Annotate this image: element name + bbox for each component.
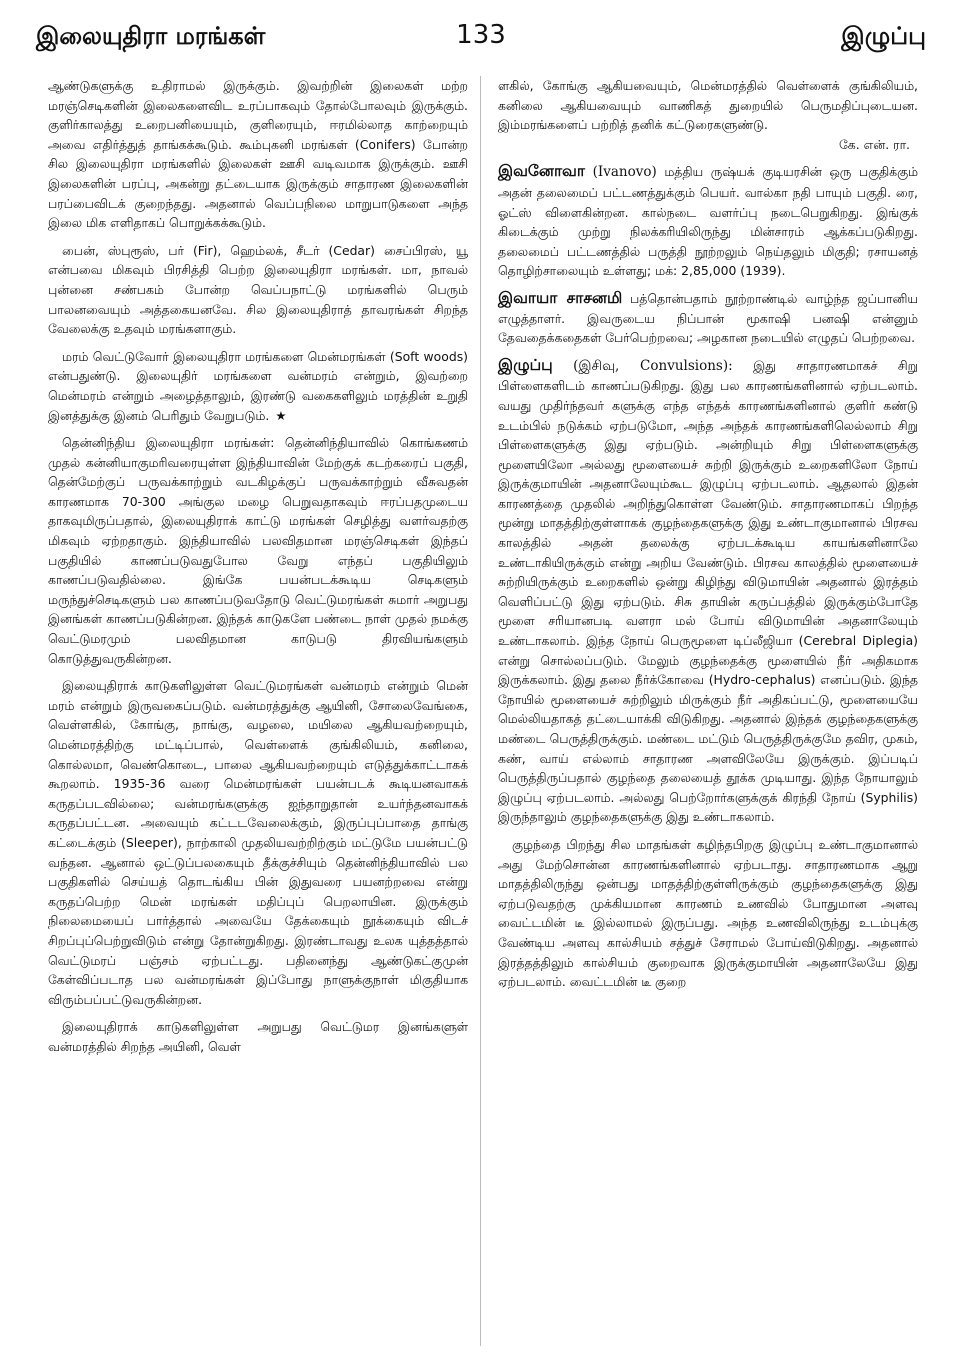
left-paragraph-5: இலையுதிராக் காடுகளிலுள்ள வெட்டுமரங்கள் வன்மரம் என்றும் மென் மரம் என்றும் இருவகைப்படும். வன்மரத்துக்கு ஆயினி, சோலைவேங்கை, வெள்ளகில், கோங்கு, நாங்கு, வழலை, மயிலை ஆகியவற்றையும், மென்மரத்திற்கு மட்டிப்பால், வெள்ளைக் குங்கிலியம், கனிலை, கொல்லமா, வெண்கொடை, பாலை ஆகியவற்றையும் எடுத்துக்காட்டாகக் கூறலாம். 1935-36 வரை மென்மரங்கள் பயன்படக் கூடியனவாகக் கருதப்படவில்லை; வன்மரங்களுக்கு ஐந்தாறுதான் உயர்ந்தனவாகக் கருதப்பட்டன. அவையும் கட்டடவேலைக்கும், இருப்புப்பாதை தாங்கு கட்டைக்கும் (Sleeper), நாற்காலி முதலியவற்றிற்கும் மட்டுமே பயன்பட்டு வந்தன. ஆனால் ஒட்டுப்பலகையும் தீக்குச்சியும் தென்னிந்தியாவில் பல பகுதிகளில் செய்யத் தொடங்கிய பின் இதுவரை பயனற்றவை என்று கருதப்பெற்ற மென் மரங்கள் மதிப்புப் பெறலாயின. இருக்கும் நிலைமையைப் பார்த்தால் அவையே தேக்கையும் நூக்கையும் விடச் சிறப்புப்பெற்றுவிடும் என்று தோன்றுகிறது. இரண்டாவது உலக யுத்தத்தால் வெட்டுமரப் பஞ்சம் ஏற்பட்டது. பதினைந்து ஆண்டுகட்குமுன் கேள்விப்படாத பல வன்மரங்கள் இப்போது நாளுக்குநாள் மிகுதியாக விரும்பப்பட்டுவருகின்றன. [48,678,468,1007]
entry-title-iwai: இவாயா சாசனமி [498,288,623,307]
entry-text-ivanovo: மத்திய ருஷ்யக் குடியரசின் ஒரு பகுதிக்கும் அதன் தலைமைப் பட்டணத்துக்கும் பெயர். வால்கா நதி பாயும் பகுதி. ரை, ஓட்ஸ் விளைகின்றன. கால்நடை வளர்ப்பு நடைபெறுகிறது. இங்குக் கிடைக்கும் முற்று நிலக்கரியிலிருந்து மின்சாரம் ஆக்கப்படுகிறது. தலைமைப் பட்டணத்தில் பருத்தி நூற்றலும் நெய்தலும் மிகுதி; ரசாயனத் தொழிற்சாலையும் உள்ளது; மக்: 2,85,000 (1939). [498,164,918,279]
entry-latin-ivanovo: (Ivanovo) [592,164,657,181]
running-title-right: இழுப்பு [841,22,926,50]
left-column [48,76,468,1065]
entry-ivanovo [498,162,918,281]
page-number: 133 [456,20,506,50]
article-author: கே. என். ரா. [839,136,910,152]
left-paragraph-1: ஆண்டுகளுக்கு உதிராமல் இருக்கும். இவற்றின் இலைகள் மற்ற மரஞ்செடிகளின் இலைகளைவிட உரப்பாகவும் தோல்போலவும் இருக்கும். குளிர்காலத்து உறைபனியையும், குளிரையும், ஈரமில்லாத காற்றையும் அவை எதிர்த்துத் தாங்கக்கூடும். கூம்புகனி மரங்கள் (Conifers) போன்ற சில இலையுதிரா மரங்களில் இலைகள் ஊசி வடிவமாக இருக்கும். ஊசி இலைகளின் பரப்பு, அகன்று தட்டையாக இருக்கும் சாதாரண இலைகளின் பரப்பைவிடக் குறைந்தது. அதனால் வெப்பநிலை மாறுபாடுகளை அந்த இலை மிக எளிதாகப் பொறுக்கக்கூடும். [48,78,468,231]
page-header [36,18,926,58]
left-paragraph-4: தென்னிந்திய இலையுதிரா மரங்கள்: தென்னிந்தியாவில் கொங்கணம் முதல் கன்னியாகுமரிவரையுள்ள இந்தியாவின் மேற்குக் கடற்கரைப் பகுதி, தென்மேற்குப் பருவக்காற்றும் வடகிழக்குப் பருவக்காற்றும் வீசுவதன் காரணமாக 70-300 அங்குல மழை பெறுவதாகவும் ஈரப்பதமுடைய தாகவுமிருப்பதால், இலையுதிராக் காட்டு மரங்கள் செழித்து வளர்வதற்கு மிகவும் ஏற்றதாகும். இந்தியாவில் பலவிதமான மரஞ்செடிகள் இந்தப் பகுதியில் காணப்படுவதுபோல வேறு எந்தப் பகுதியிலும் காணப்படுவதில்லை. இங்கே பயன்படக்கூடிய செடிகளும் மருந்துச்செடிகளும் பல காணப்படுவதோடு வெட்டுமரங்கள் சுமார் அறுபது இனங்கள் காணப்படுகின்றன. இந்தக் காடுகளே பண்டை நாள் முதல் நமக்கு வெட்டுமரமும் பலவிதமான காடுபடு திரவியங்களும் கொடுத்துவருகின்றன. [48,435,468,666]
star-icon: ★ [275,407,287,423]
entry-text-convulsions: இது சாதாரணமாகச் சிறு பிள்ளைகளிடம் காணப்படுகிறது. இது பல காரணங்களினால் ஏற்படலாம். வயது முதிர்ந்தவர் களுக்கு எந்த எந்தக் காரணங்களினால் குளிர் கண்டு உடம்பில் நடுக்கம் ஏற்படுமோ, அந்த அந்தக் காரணங்களிலெல்லாம் சிறு பிள்ளைகளுக்கு இது ஏற்படும். அன்றியும் சிறு பிள்ளைகளுக்கு மூளையிலோ அல்லது மூளையைச் சுற்றி இருக்கும் உறைகளிலோ நோய் இருக்குமாயின் அதனாலேயும்கூட இழுப்பு ஏற்படலாம். ஆதலால் இதன் காரணத்தை முதலில் அறிந்துகொள்ள வேண்டும். சாதாரணமாகப் பிறந்த மூன்று மாதத்திற்குள்ளாகக் குழந்தைகளுக்கு இது உண்டாகுமானால் பிரசவ காலத்தில் அதன் தலைக்கு ஏற்படக்கூடிய காயங்களினாலே உண்டாகியிருக்கும் என்று அறிய வேண்டும். பிரசவ காலத்தில் மூளையைச் சுற்றியிருக்கும் உறைகளில் ஒன்று கிழிந்து விடுமாயின் அதனால் இரத்தம் வெளிப்பட்டு இது ஏற்படும். சிசு தாயின் கருப்பத்தில் இருக்கும்போதே மூளை சரியானபடி வளரா மல் போய் விடுமாயின் அதனாலேயும் உண்டாகலாம். இந்த நோய் பெருமூளை டிப்லீஜியா (Cerebral Diplegia) என்று சொல்லப்படும். மேலும் குழந்தைக்கு மூளையில் நீர் அதிகமாக இருக்கலாம். இது தலை நீர்க்கோவை (Hydro-cephalus) எனப்படும். இந்த நோயில் மூளையைச் சுற்றிலும் மிருக்கும் நீர் அதிகப்பட்டு, மூளையையே மெல்லியதாகத் தட்டையாக்கி விடுகிறது. அதனால் இந்தக் குழந்தைகளுக்கு மண்டை பெருத்திருக்கும். மண்டை மட்டும் பெருத்திருக்குமே தவிர, முகம், கண், வாய் எல்லாம் சாதாரண அளவிலேயே இருக்கும். இப்படிப் பெருத்திருப்பதால் குழந்தை தலையைத் தூக்க முடியாது. இந்த நோயாலும் இழுப்பு ஏற்படலாம். அல்லது பெற்றோர்களுக்குக் கிரந்தி நோய் (Syphilis) இருந்தாலும் குழந்தைகளுக்கு இது உண்டாகலாம். [498,357,918,825]
left-paragraph-3-text: மரம் வெட்டுவோர் இலையுதிரா மரங்களை மென்மரங்கள் (Soft woods) என்பதுண்டு. இலையுதிர் மரங்களை வன்மரம் என்றும், இவற்றை மென்மரம் என்றும் அழைத்தாலும், இரண்டு வகைகளிலும் மரத்தின் உறுதி இனத்துக்கு இனம் பெரிதும் வேறுபடும். [48,348,468,423]
entry-latin-convulsions: (இசிவு, Convulsions): [573,357,733,374]
continuation-text: ளகில், கோங்கு ஆகியவையும், மென்மரத்தில் வெள்ளைக் குங்கிலியம், கனிலை ஆகியவையும் வாணிகத் துறையில் பெருமதிப்புடையன. இம்மரங்களைப் பற்றித் தனிக் கட்டுரைகளுண்டு. [498,78,918,133]
entry-convulsions-paragraph-2: குழந்தை பிறந்து சில மாதங்கள் கழிந்தபிறகு இழுப்பு உண்டாகுமானால் அது மேற்சொன்ன காரணங்களினால் ஏற்படாது. சாதாரணமாக ஆறு மாதத்திலிருந்து ஒன்பது மாதத்திற்குள்ளிருக்கும் குழந்தைகளுக்கு இது ஏற்படுவதற்கு முக்கியமான காரணம் உணவில் போதுமான அளவு வைட்டமின் டீ இல்லாமல் இருப்பது. அந்த உணவிலிருந்து உடம்புக்கு வேண்டிய அளவு கால்சியம் சத்துச் சேராமல் போய்விடுகிறது. அதனால் இரத்தத்திலும் கால்சியம் குறைவாக இருக்குமாயின் அதனாலேயே இது ஏற்படலாம். வைட்டமின் டீ குறை [498,836,918,990]
continuation-paragraph [498,76,918,154]
entry-title-ivanovo: இவனோவா [498,162,585,181]
entry-convulsions [498,356,918,827]
left-paragraph-2: பைன், ஸ்புரூஸ், பர் (Fir), ஹெம்லக், சீடர் (Cedar) சைப்பிரஸ், யூ என்பவை மிகவும் பிரசித்தி பெற்ற இலையுதிரா மரங்கள். மா, நாவல் புன்னை சண்பகம் போன்ற வெப்பநாட்டு மரங்களில் பெரும் பாலனவையும் அத்தகையனவே. சில இலையுதிராத் தாவரங்கள் சிறந்த வேலைக்கு உதவும் மரங்களாகும். [48,242,468,337]
entry-text-iwai: பத்தொன்பதாம் நூற்றாண்டில் வாழ்ந்த ஜப்பானிய எழுத்தாளர். இவருடைய நிப்பான் மூகாஷி பனஷி என்னும் தேவதைக்கதைகள் பேர்பெற்றவை; அழகான நடையில் எழுதப் பெற்றவை. [498,290,918,346]
running-title-left: இலையுதிரா மரங்கள் [36,22,266,50]
column-divider [480,76,481,1346]
left-paragraph-6: இலையுதிராக் காடுகளிலுள்ள அறுபது வெட்டுமர இனங்களுள் வன்மரத்தில் சிறந்த அயினி, வெள் [48,1019,468,1054]
entry-iwai [498,289,918,348]
right-column [498,76,918,1000]
left-paragraph-3 [48,347,468,425]
entry-title-convulsions: இழுப்பு [498,355,553,374]
